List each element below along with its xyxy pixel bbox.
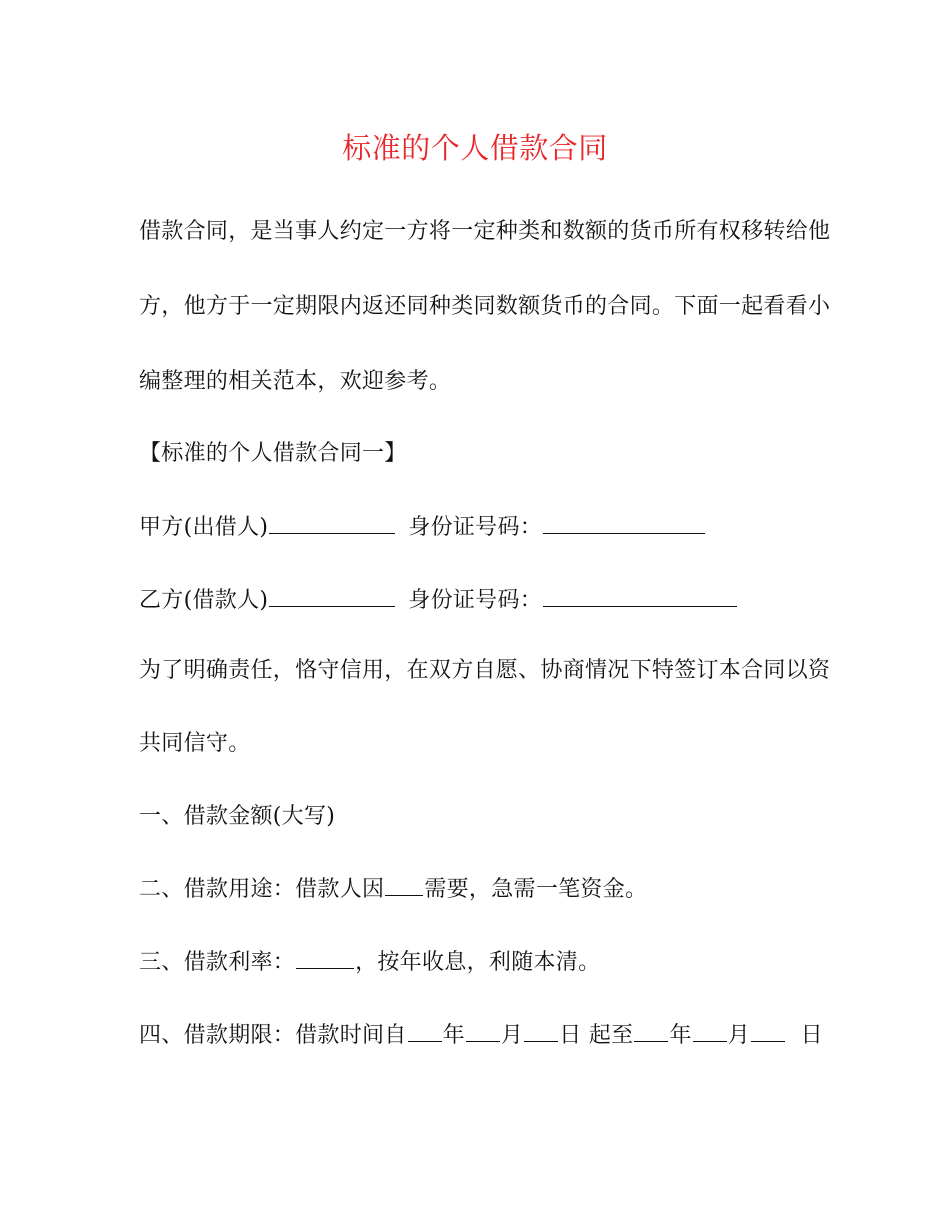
end-month-label: 月	[727, 1023, 751, 1048]
usage-blank	[385, 873, 423, 896]
document-title: 标准的个人借款合同	[342, 131, 608, 165]
party-b-name-blank	[269, 584, 395, 607]
party-a-label: 甲方(出借人)	[139, 515, 269, 540]
intro-line-2: 方，他方于一定期限内返还同种类同数额货币的合同。下面一起看看小	[139, 294, 831, 319]
start-month-blank	[466, 1019, 500, 1042]
start-month-label: 月	[500, 1023, 524, 1048]
party-b-id-blank	[543, 584, 737, 607]
clause-rate-suffix: ，按年收息，利随本清。	[355, 950, 601, 975]
clause-usage	[139, 873, 647, 906]
start-day-label: 日	[559, 1023, 582, 1048]
start-year-blank	[408, 1019, 442, 1042]
party-b-label: 乙方(借款人)	[139, 588, 269, 613]
end-year-blank	[634, 1019, 668, 1042]
party-b-id-label: 身份证号码：	[408, 588, 543, 613]
clause-term	[139, 1019, 823, 1052]
party-a-line	[139, 511, 706, 544]
purpose-line-1: 为了明确责任，恪守信用，在双方自愿、协商情况下特签订本合同以资	[139, 658, 831, 683]
clause-rate	[139, 946, 600, 979]
end-day-label: 日	[800, 1023, 823, 1048]
start-day-blank	[524, 1019, 558, 1042]
start-year-label: 年	[442, 1023, 465, 1048]
clause-usage-prefix: 二、借款用途：借款人因	[139, 877, 385, 902]
section-heading: 【标准的个人借款合同一】	[139, 441, 407, 466]
intro-line-1: 借款合同，是当事人约定一方将一定种类和数额的货币所有权移转给他	[139, 219, 831, 244]
party-a-name-blank	[269, 511, 395, 534]
intro-line-3: 编整理的相关范本，欢迎参考。	[139, 369, 452, 394]
clause-rate-prefix: 三、借款利率：	[139, 950, 296, 975]
end-day-blank	[751, 1019, 785, 1042]
party-b-line	[139, 584, 738, 617]
party-a-id-blank	[543, 511, 705, 534]
until-label: 起至	[588, 1023, 634, 1048]
purpose-line-2: 共同信守。	[139, 731, 251, 756]
party-a-id-label: 身份证号码：	[408, 515, 543, 540]
clause-term-prefix: 四、借款期限：借款时间自	[139, 1023, 407, 1048]
clause-amount: 一、借款金额(大写)	[139, 804, 336, 829]
end-month-blank	[693, 1019, 727, 1042]
clause-usage-suffix: 需要，急需一笔资金。	[424, 877, 648, 902]
end-year-label: 年	[669, 1023, 692, 1048]
rate-blank	[296, 946, 354, 969]
